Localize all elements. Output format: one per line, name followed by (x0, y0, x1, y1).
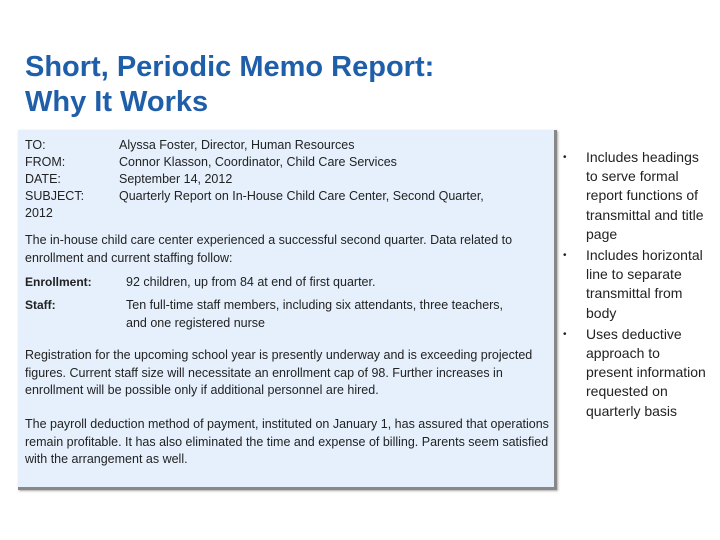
memo-header-row (25, 171, 484, 188)
memo-paragraph: Registration for the upcoming school year is presently underway and is exceeding projected figures. Current staff size will necessitate an enrollment cap of 98. Further increases in enrollment will be possible only if additional personnel are hired. (25, 348, 533, 397)
header-label: TO: (25, 138, 46, 152)
bullet-text: Uses deductive approach to present information requested on quarterly basis (586, 325, 706, 419)
bullet-list (560, 148, 710, 423)
slide-title (25, 50, 434, 120)
item-value: Ten full-time staff members, including six attendants, three teachers, and one registered nurse (126, 298, 504, 330)
bullet-text: Includes headings to serve formal report functions of transmittal and title page (586, 149, 704, 242)
header-label: DATE: (25, 172, 61, 186)
memo-paragraph: The payroll deduction method of payment, instituted on January 1, has assured that operations remain profitable. It has also eliminated the time and expense of billing. Parents seem satisfied with the arrangement as well. (25, 417, 549, 466)
title-line-1: Short, Periodic Memo Report: (25, 51, 435, 83)
memo-header-row (25, 154, 484, 171)
header-value: Connor Klasson, Coordinator, Child Care Services (119, 155, 397, 169)
header-label: SUBJECT: (25, 189, 85, 203)
memo-header-row (25, 137, 484, 154)
item-label: Enrollment: (25, 275, 92, 289)
bullet-icon: • (563, 328, 567, 340)
header-value: Quarterly Report on In-House Child Care Center, Second Quarter, (119, 189, 484, 203)
memo-intro: The in-house child care center experienced a successful second quarter. Data related to enrollment and current staffing follow: (25, 233, 513, 265)
memo-box (18, 130, 557, 490)
bullet-icon: • (563, 250, 567, 262)
bullet-item (560, 148, 710, 244)
bullet-icon: • (563, 152, 567, 163)
header-value: September 14, 2012 (119, 172, 233, 186)
title-line-2: Why It Works (25, 86, 209, 118)
subject-wrap: 2012 (25, 206, 53, 220)
memo-header-row (25, 188, 484, 205)
item-label: Staff: (25, 298, 56, 312)
bullet-item (560, 246, 710, 323)
item-value: 92 children, up from 84 at end of first quarter. (126, 275, 376, 289)
header-label: FROM: (25, 155, 66, 169)
bullet-text: Includes horizontal line to separate transmittal from body (586, 247, 703, 321)
memo-header (25, 137, 484, 222)
memo-item (25, 296, 506, 332)
header-value: Alyssa Foster, Director, Human Resources (119, 138, 355, 152)
memo-item (25, 273, 506, 291)
bullet-item (560, 325, 710, 421)
